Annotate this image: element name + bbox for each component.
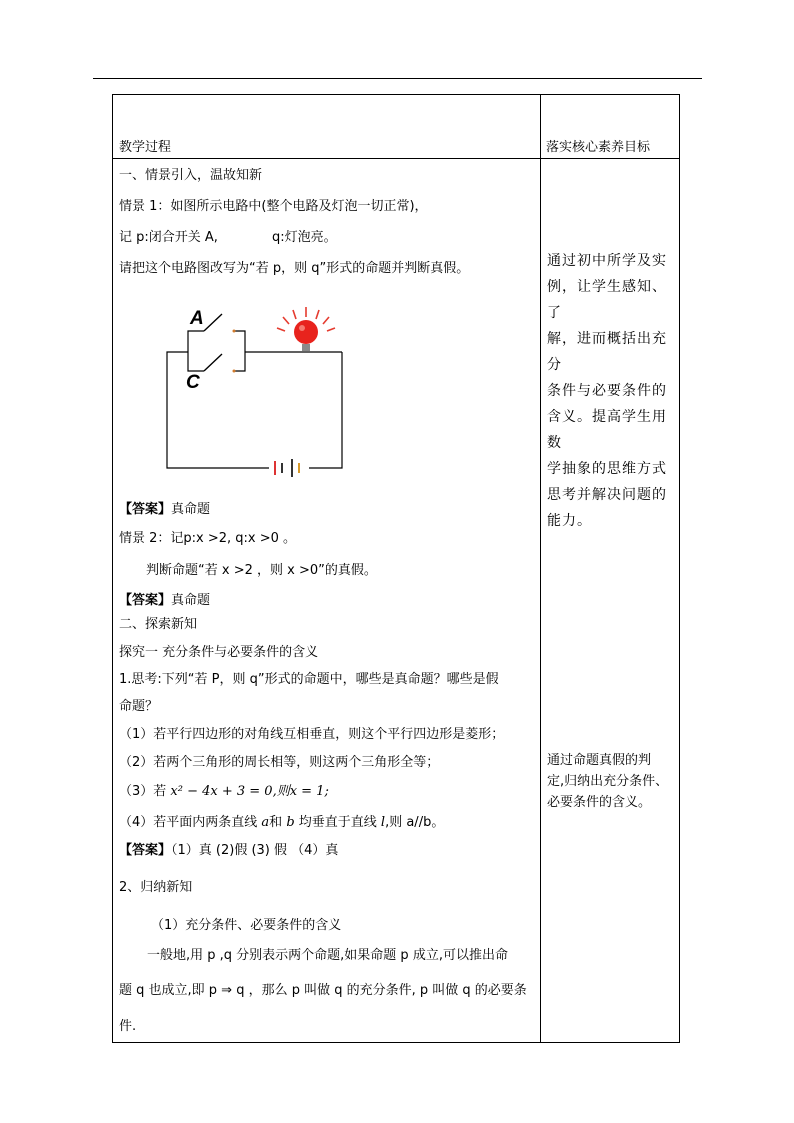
induce-title: 2、归纳新知 bbox=[119, 880, 193, 895]
switch-c-label: C bbox=[186, 372, 200, 393]
switch-a-icon bbox=[204, 314, 222, 331]
item1: （1）若平行四边形的对角线互相垂直，则这个平行四边形是菱形； bbox=[119, 727, 505, 742]
column-divider bbox=[540, 95, 541, 1042]
answer2 bbox=[119, 593, 210, 609]
answer1-tag: 【答案】 bbox=[119, 502, 172, 517]
scene1-q: q:灯泡亮。 bbox=[272, 230, 337, 245]
section2-title: 二、探索新知 bbox=[119, 617, 198, 632]
scene2 bbox=[119, 531, 296, 547]
item2: （2）若两个三角形的周长相等，则这两个三角形全等； bbox=[119, 755, 440, 770]
side-note-1: 通过初中所学及实 例，让学生感知、了 解，进而概括出充分 条件与必要条件的 含义。提高学生用数 学抽象的思维方式 思考并解决问题的 能力。 bbox=[547, 253, 667, 529]
definition-line2: 题 q 也成立,即 p ⇒ q ，那么 p 叫做 q 的充分条件, p 叫做 q 的必要条 bbox=[119, 983, 527, 998]
definition-line3: 件. bbox=[119, 1019, 137, 1034]
side-note-2: 通过命题真假的判 定,归纳出充分条件、 必要条件的含义。 bbox=[547, 753, 669, 810]
definition-line1: 一般地,用 p ,q 分别表示两个命题,如果命题 p 成立,可以推出命 bbox=[147, 948, 508, 963]
answer1-text: 真命题 bbox=[171, 502, 211, 517]
item3-equation: x² − 4x + 3 = 0,则x = 1; bbox=[170, 784, 329, 799]
answer2-text: 真命题 bbox=[171, 593, 211, 608]
scene2-judge: 判断命题“若 x >2 ，则 x >0”的真假。 bbox=[146, 563, 377, 578]
answer1 bbox=[119, 502, 210, 518]
scene2-prefix: 情景 2：记 bbox=[119, 531, 184, 546]
section1-title: 一、情景引入，温故知新 bbox=[119, 168, 263, 183]
item3 bbox=[119, 784, 329, 800]
switch-a-label: A bbox=[190, 308, 204, 329]
answer3-text: （1）真 (2)假 (3) 假 （4）真 bbox=[171, 843, 339, 858]
scene1-task: 请把这个电路图改写为“若 p，则 q”形式的命题并判断真假。 bbox=[119, 261, 470, 276]
scene2-pq: p:x >2, q:x >0 。 bbox=[183, 531, 297, 546]
answer3-tag: 【答案】 bbox=[119, 843, 172, 858]
item4: （4）若平面内两条直线 a和 b 均垂直于直线 l,则 a//b。 bbox=[119, 815, 445, 830]
header-rule bbox=[93, 78, 702, 79]
switch-c-icon bbox=[204, 354, 222, 371]
circuit-wires bbox=[167, 331, 342, 468]
answer3 bbox=[119, 843, 338, 859]
scene1-line1: 情景 1：如图所示电路中(整个电路及灯泡一切正常)， bbox=[119, 199, 428, 214]
bulb-icon bbox=[294, 320, 318, 344]
header-divider bbox=[113, 158, 679, 159]
think-line2: 命题？ bbox=[119, 699, 159, 714]
think-line1: 1.思考:下列“若 P，则 q”形式的命题中，哪些是真命题？哪些是假 bbox=[119, 672, 499, 687]
circuit-diagram bbox=[150, 296, 360, 482]
definition-subtitle: （1）充分条件、必要条件的含义 bbox=[151, 918, 342, 933]
answer2-tag: 【答案】 bbox=[119, 593, 172, 608]
header-core-goals: 落实核心素养目标 bbox=[546, 140, 651, 155]
scene1-p: 记 p:闭合开关 A, bbox=[119, 230, 218, 245]
explore1-title: 探究一 充分条件与必要条件的含义 bbox=[119, 645, 319, 660]
header-teaching-process: 教学过程 bbox=[119, 140, 172, 155]
item3-prefix: （3）若 bbox=[119, 784, 171, 799]
bulb-base bbox=[302, 344, 310, 351]
battery-icon bbox=[269, 458, 309, 478]
